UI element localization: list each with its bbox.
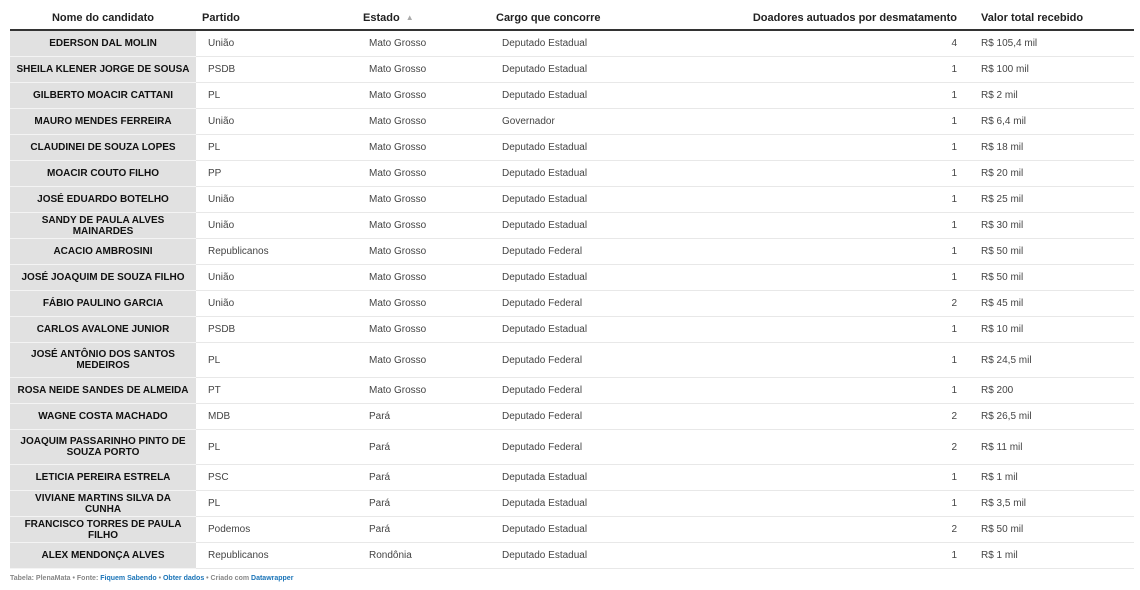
table-row <box>10 265 1134 291</box>
candidate-name-cell: ROSA NEIDE SANDES DE ALMEIDA <box>10 378 196 404</box>
amount-cell: R$ 45 mil <box>967 291 1134 317</box>
amount-cell: R$ 50 mil <box>967 239 1134 265</box>
donors-count-cell: 1 <box>682 135 967 161</box>
state-cell: Mato Grosso <box>357 265 490 291</box>
candidate-name-cell: ACACIO AMBROSINI <box>10 239 196 265</box>
column-header-party[interactable] <box>196 6 357 30</box>
table-row <box>10 465 1134 491</box>
column-header-office-label: Cargo que concorre <box>496 11 601 24</box>
state-cell: Mato Grosso <box>357 109 490 135</box>
amount-cell: R$ 6,4 mil <box>967 109 1134 135</box>
party-cell: Republicanos <box>196 543 357 569</box>
party-cell: Podemos <box>196 517 357 543</box>
candidate-name-cell: FÁBIO PAULINO GARCIA <box>10 291 196 317</box>
candidate-name-cell: MOACIR COUTO FILHO <box>10 161 196 187</box>
table-row <box>10 543 1134 569</box>
state-cell: Mato Grosso <box>357 161 490 187</box>
candidate-name-cell: JOAQUIM PASSARINHO PINTO DE SOUZA PORTO <box>10 430 196 465</box>
amount-cell: R$ 26,5 mil <box>967 404 1134 430</box>
table-row <box>10 343 1134 378</box>
donors-count-cell: 2 <box>682 291 967 317</box>
candidates-table <box>10 6 1134 569</box>
candidate-name-cell: MAURO MENDES FERREIRA <box>10 109 196 135</box>
amount-cell: R$ 25 mil <box>967 187 1134 213</box>
column-header-name[interactable] <box>10 6 196 30</box>
donors-count-cell: 4 <box>682 30 967 57</box>
column-header-party-label: Partido <box>202 11 240 24</box>
source-link[interactable]: Fiquem Sabendo <box>100 575 157 582</box>
table-header-row <box>10 6 1134 30</box>
donors-count-cell: 1 <box>682 317 967 343</box>
amount-cell: R$ 20 mil <box>967 161 1134 187</box>
office-cell: Deputado Estadual <box>490 187 682 213</box>
party-cell: PL <box>196 430 357 465</box>
office-cell: Deputado Estadual <box>490 135 682 161</box>
donors-count-cell: 1 <box>682 343 967 378</box>
table-row <box>10 430 1134 465</box>
column-header-donors[interactable] <box>682 6 967 30</box>
column-header-office[interactable] <box>490 6 682 30</box>
table-row <box>10 317 1134 343</box>
donors-count-cell: 1 <box>682 161 967 187</box>
table-body <box>10 30 1134 569</box>
office-cell: Deputada Estadual <box>490 491 682 517</box>
footer-created-with-text: • Criado com <box>204 575 252 582</box>
donors-count-cell: 1 <box>682 187 967 213</box>
office-cell: Deputado Estadual <box>490 317 682 343</box>
state-cell: Mato Grosso <box>357 317 490 343</box>
party-cell: PP <box>196 161 357 187</box>
amount-cell: R$ 11 mil <box>967 430 1134 465</box>
table-row <box>10 57 1134 83</box>
state-cell: Pará <box>357 517 490 543</box>
party-cell: MDB <box>196 404 357 430</box>
candidate-name-cell: JOSÉ EDUARDO BOTELHO <box>10 187 196 213</box>
donors-count-cell: 1 <box>682 465 967 491</box>
table-row <box>10 30 1134 57</box>
footer-credit-text: Tabela: PlenaMata • Fonte: <box>10 575 101 582</box>
column-header-state-label: Estado <box>363 11 400 24</box>
party-cell: PL <box>196 343 357 378</box>
office-cell: Deputado Estadual <box>490 30 682 57</box>
table-container <box>10 6 1134 569</box>
office-cell: Deputado Estadual <box>490 83 682 109</box>
column-header-donors-label: Doadores autuados por desmatamento <box>752 11 957 24</box>
candidate-name-cell: LETICIA PEREIRA ESTRELA <box>10 465 196 491</box>
candidate-name-cell: FRANCISCO TORRES DE PAULA FILHO <box>10 517 196 543</box>
office-cell: Deputado Estadual <box>490 517 682 543</box>
donors-count-cell: 1 <box>682 265 967 291</box>
donors-count-cell: 1 <box>682 109 967 135</box>
table-row <box>10 404 1134 430</box>
state-cell: Pará <box>357 404 490 430</box>
donors-count-cell: 2 <box>682 404 967 430</box>
donors-count-cell: 2 <box>682 517 967 543</box>
candidate-name-cell: WAGNE COSTA MACHADO <box>10 404 196 430</box>
party-cell: União <box>196 265 357 291</box>
party-cell: PL <box>196 83 357 109</box>
party-cell: PL <box>196 491 357 517</box>
donors-count-cell: 1 <box>682 378 967 404</box>
party-cell: União <box>196 30 357 57</box>
state-cell: Mato Grosso <box>357 378 490 404</box>
donors-count-cell: 2 <box>682 430 967 465</box>
candidate-name-cell: SHEILA KLENER JORGE DE SOUSA <box>10 57 196 83</box>
get-data-link[interactable]: Obter dados <box>162 575 205 582</box>
candidate-name-cell: EDERSON DAL MOLIN <box>10 30 196 57</box>
column-header-state[interactable] <box>357 6 490 30</box>
office-cell: Deputado Estadual <box>490 57 682 83</box>
table-row <box>10 517 1134 543</box>
donors-count-cell: 1 <box>682 57 967 83</box>
party-cell: União <box>196 109 357 135</box>
office-cell: Deputado Estadual <box>490 543 682 569</box>
amount-cell: R$ 50 mil <box>967 517 1134 543</box>
state-cell: Mato Grosso <box>357 135 490 161</box>
office-cell: Deputado Estadual <box>490 161 682 187</box>
party-cell: PSDB <box>196 57 357 83</box>
party-cell: PSC <box>196 465 357 491</box>
donors-count-cell: 1 <box>682 213 967 239</box>
table-row <box>10 109 1134 135</box>
state-cell: Pará <box>357 491 490 517</box>
table-row <box>10 161 1134 187</box>
footer-separator: • <box>156 575 163 582</box>
candidate-name-cell: JOSÉ JOAQUIM DE SOUZA FILHO <box>10 265 196 291</box>
table-row <box>10 378 1134 404</box>
amount-cell: R$ 200 <box>967 378 1134 404</box>
table-row <box>10 239 1134 265</box>
table-row <box>10 83 1134 109</box>
party-cell: União <box>196 291 357 317</box>
candidate-name-cell: JOSÉ ANTÔNIO DOS SANTOS MEDEIROS <box>10 343 196 378</box>
candidate-name-cell: GILBERTO MOACIR CATTANI <box>10 83 196 109</box>
office-cell: Governador <box>490 109 682 135</box>
candidate-name-cell: CLAUDINEI DE SOUZA LOPES <box>10 135 196 161</box>
state-cell: Mato Grosso <box>357 343 490 378</box>
office-cell: Deputado Federal <box>490 343 682 378</box>
table-footer <box>10 575 293 582</box>
party-cell: União <box>196 187 357 213</box>
state-cell: Rondônia <box>357 543 490 569</box>
table-row <box>10 213 1134 239</box>
amount-cell: R$ 2 mil <box>967 83 1134 109</box>
party-cell: PSDB <box>196 317 357 343</box>
party-cell: PT <box>196 378 357 404</box>
state-cell: Mato Grosso <box>357 239 490 265</box>
party-cell: União <box>196 213 357 239</box>
party-cell: Republicanos <box>196 239 357 265</box>
office-cell: Deputado Federal <box>490 291 682 317</box>
state-cell: Mato Grosso <box>357 291 490 317</box>
state-cell: Mato Grosso <box>357 213 490 239</box>
party-cell: PL <box>196 135 357 161</box>
candidate-name-cell: VIVIANE MARTINS SILVA DA CUNHA <box>10 491 196 517</box>
table-row <box>10 291 1134 317</box>
office-cell: Deputado Federal <box>490 404 682 430</box>
amount-cell: R$ 50 mil <box>967 265 1134 291</box>
amount-cell: R$ 10 mil <box>967 317 1134 343</box>
state-cell: Mato Grosso <box>357 30 490 57</box>
state-cell: Pará <box>357 465 490 491</box>
amount-cell: R$ 24,5 mil <box>967 343 1134 378</box>
office-cell: Deputado Federal <box>490 430 682 465</box>
donors-count-cell: 1 <box>682 543 967 569</box>
table-row <box>10 491 1134 517</box>
amount-cell: R$ 30 mil <box>967 213 1134 239</box>
office-cell: Deputado Estadual <box>490 265 682 291</box>
datawrapper-link[interactable]: Datawrapper <box>251 575 294 582</box>
sort-ascending-icon: ▲ <box>405 12 414 22</box>
donors-count-cell: 1 <box>682 239 967 265</box>
office-cell: Deputada Estadual <box>490 465 682 491</box>
state-cell: Mato Grosso <box>357 57 490 83</box>
amount-cell: R$ 18 mil <box>967 135 1134 161</box>
table-row <box>10 135 1134 161</box>
column-header-amount-label: Valor total recebido <box>981 11 1084 24</box>
column-header-name-label: Nome do candidato <box>51 11 155 24</box>
state-cell: Mato Grosso <box>357 187 490 213</box>
state-cell: Mato Grosso <box>357 83 490 109</box>
donors-count-cell: 1 <box>682 83 967 109</box>
office-cell: Deputado Federal <box>490 378 682 404</box>
office-cell: Deputado Estadual <box>490 213 682 239</box>
state-cell: Pará <box>357 430 490 465</box>
amount-cell: R$ 100 mil <box>967 57 1134 83</box>
candidate-name-cell: ALEX MENDONÇA ALVES <box>10 543 196 569</box>
office-cell: Deputado Federal <box>490 239 682 265</box>
column-header-amount[interactable] <box>967 6 1134 30</box>
donors-count-cell: 1 <box>682 491 967 517</box>
amount-cell: R$ 1 mil <box>967 543 1134 569</box>
amount-cell: R$ 3,5 mil <box>967 491 1134 517</box>
candidate-name-cell: SANDY DE PAULA ALVES MAINARDES <box>10 213 196 239</box>
candidate-name-cell: CARLOS AVALONE JUNIOR <box>10 317 196 343</box>
amount-cell: R$ 105,4 mil <box>967 30 1134 57</box>
table-row <box>10 187 1134 213</box>
amount-cell: R$ 1 mil <box>967 465 1134 491</box>
